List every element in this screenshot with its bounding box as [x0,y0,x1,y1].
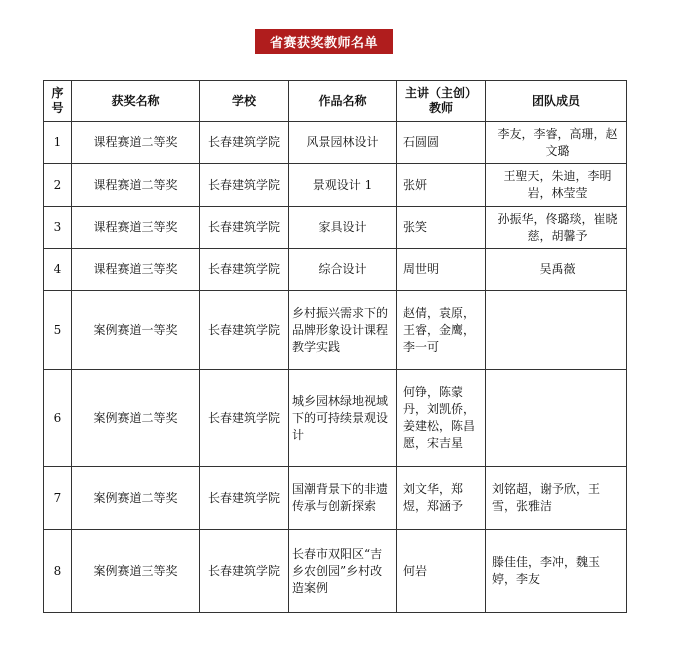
row-members: 吴禹薇 [486,249,627,291]
header-work: 作品名称 [289,81,397,122]
table-row [44,291,627,370]
row-teacher: 何铮，陈蒙丹，刘凯侨，姜建松，陈昌愿，宋吉星 [397,370,486,467]
page-title: 省赛获奖教师名单 [255,29,393,54]
row-work: 家具设计 [289,207,397,249]
header-index: 序号 [44,81,72,122]
row-members [486,370,627,467]
table-row [44,370,627,467]
table-row [44,164,627,207]
row-index: 1 [44,122,72,164]
row-members [486,291,627,370]
row-work: 景观设计 1 [289,164,397,207]
header-school: 学校 [200,81,289,122]
row-members: 李友，李睿，高珊，赵文璐 [486,122,627,164]
table-row [44,122,627,164]
row-school: 长春建筑学院 [200,207,289,249]
row-work: 城乡园林绿地视域下的可持续景观设计 [289,370,397,467]
row-teacher: 刘文华，郑煜，郑涵予 [397,467,486,530]
row-award: 案例赛道三等奖 [72,530,200,613]
row-index: 3 [44,207,72,249]
table-row [44,207,627,249]
row-award: 课程赛道二等奖 [72,164,200,207]
row-school: 长春建筑学院 [200,530,289,613]
row-work: 长春市双阳区“吉乡农创园”乡村改造案例 [289,530,397,613]
row-school: 长春建筑学院 [200,467,289,530]
header-row [44,81,627,122]
row-award: 案例赛道一等奖 [72,291,200,370]
table-row [44,530,627,613]
header-award: 获奖名称 [72,81,200,122]
row-award: 案例赛道二等奖 [72,467,200,530]
row-work: 国潮背景下的非遗传承与创新探索 [289,467,397,530]
row-members: 滕佳佳，李冲，魏玉婷，李友 [486,530,627,613]
row-work: 风景园林设计 [289,122,397,164]
row-members: 孙振华，佟璐琰，崔晓慈，胡馨予 [486,207,627,249]
header-members: 团队成员 [486,81,627,122]
row-index: 6 [44,370,72,467]
row-teacher: 石圆圆 [397,122,486,164]
row-teacher: 张笑 [397,207,486,249]
row-teacher: 周世明 [397,249,486,291]
award-table [43,80,627,613]
row-award: 课程赛道三等奖 [72,249,200,291]
row-work: 乡村振兴需求下的品牌形象设计课程教学实践 [289,291,397,370]
row-teacher: 赵倩，袁原，王睿，金鹰，李一可 [397,291,486,370]
row-school: 长春建筑学院 [200,164,289,207]
header-teacher: 主讲（主创）教师 [397,81,486,122]
row-school: 长春建筑学院 [200,249,289,291]
table-row [44,249,627,291]
row-index: 5 [44,291,72,370]
row-school: 长春建筑学院 [200,291,289,370]
row-school: 长春建筑学院 [200,122,289,164]
row-index: 2 [44,164,72,207]
row-award: 案例赛道二等奖 [72,370,200,467]
table-row [44,467,627,530]
row-index: 4 [44,249,72,291]
row-award: 课程赛道二等奖 [72,122,200,164]
row-index: 7 [44,467,72,530]
row-members: 王聖天，朱迪，李明岩，林莹莹 [486,164,627,207]
row-school: 长春建筑学院 [200,370,289,467]
row-members: 刘铭超，谢予欣，王雪，张雅洁 [486,467,627,530]
row-work: 综合设计 [289,249,397,291]
row-teacher: 张妍 [397,164,486,207]
row-index: 8 [44,530,72,613]
row-teacher: 何岩 [397,530,486,613]
row-award: 课程赛道三等奖 [72,207,200,249]
